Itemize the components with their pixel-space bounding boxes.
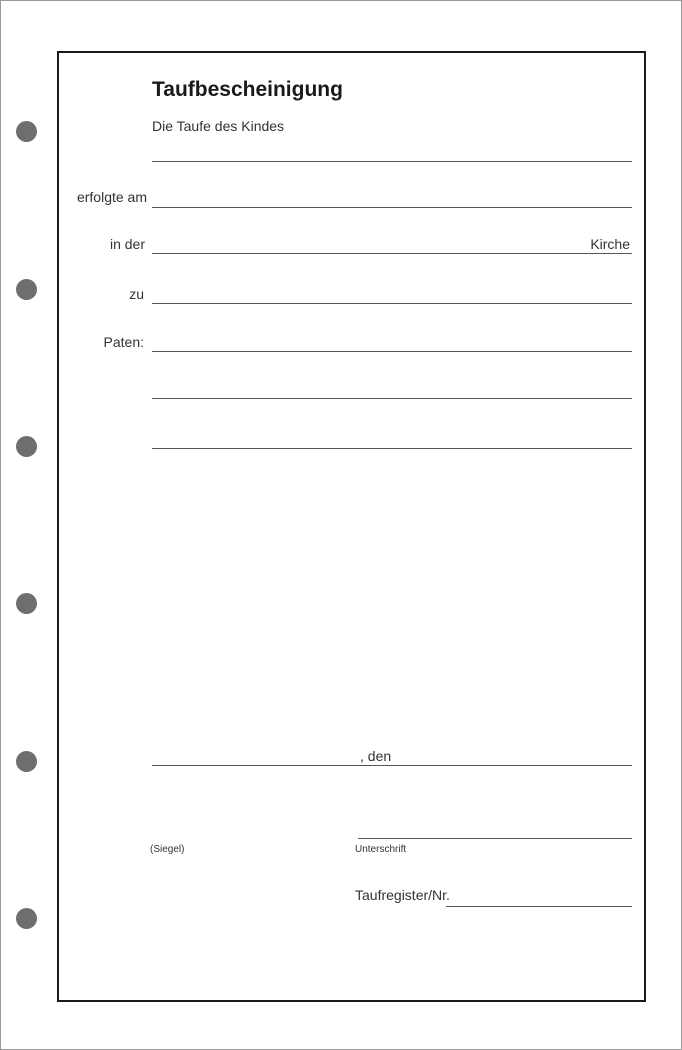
punch-hole — [16, 908, 37, 929]
signature-label: Unterschrift — [355, 844, 407, 855]
punch-hole — [16, 436, 37, 457]
godparents-label: Paten: — [103, 334, 144, 350]
punch-hole — [16, 593, 37, 614]
form-title: Taufbescheinigung — [152, 78, 343, 101]
punch-hole — [16, 751, 37, 772]
signature-line[interactable] — [358, 838, 632, 839]
register-label: Taufregister/Nr. — [355, 887, 450, 903]
godparents-line-1[interactable] — [152, 351, 632, 352]
date-label: erfolgte am — [76, 189, 147, 205]
child-name-line[interactable] — [152, 161, 632, 162]
punch-hole — [16, 121, 37, 142]
date-line[interactable] — [152, 207, 632, 208]
location-label: zu — [129, 286, 144, 302]
form-subtitle: Die Taufe des Kindes — [152, 118, 285, 134]
godparents-line-2[interactable] — [152, 398, 632, 399]
church-label: in der — [109, 236, 145, 252]
location-line[interactable] — [152, 303, 632, 304]
register-line[interactable] — [446, 906, 632, 907]
punch-hole — [16, 279, 37, 300]
church-line[interactable] — [152, 253, 632, 254]
place-date-label: , den — [360, 748, 392, 764]
place-date-line[interactable] — [152, 765, 632, 766]
church-suffix: Kirche — [590, 236, 630, 252]
seal-label: (Siegel) — [150, 844, 185, 855]
godparents-line-3[interactable] — [152, 448, 632, 449]
